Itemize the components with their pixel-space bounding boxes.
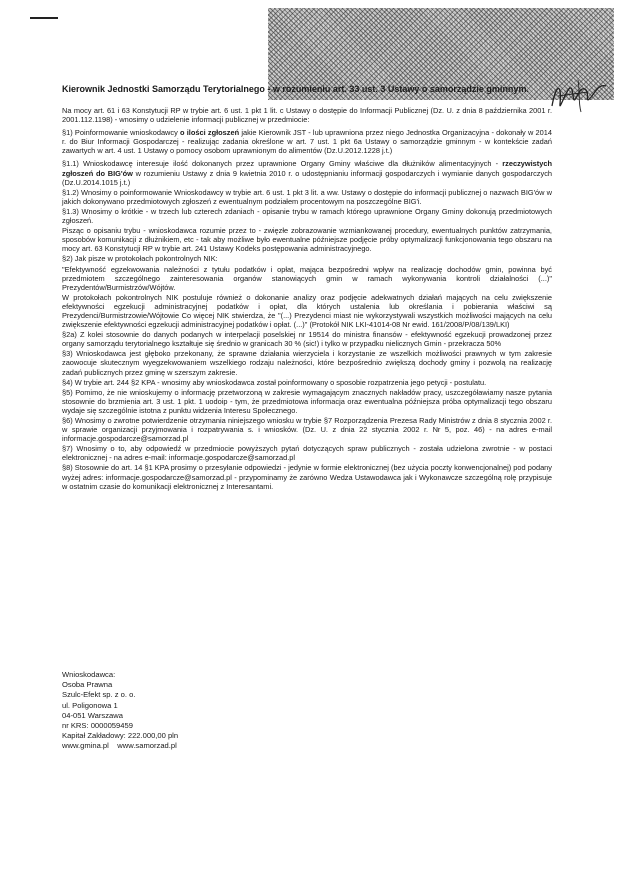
section-1-3: §1.3) Wnosimy o krótkie - w trzech lub czterech zdaniach - opisanie trybu w ramach którego uprawnione Organy Gminy dokonują przedmiotowych zgłoszeń.: [62, 206, 552, 226]
section-8: §8) Stosownie do art. 14 §1 KPA prosimy o przesyłanie odpowiedzi - jedynie w formie elektronicznej (bez użycia poczty konwencjonalnej) pod podany wyżej adres: informacje.gospodarcze@samorzad.pl - przypominamy że zarówno Wedza Ustawodawca jak i Wykonawcze szczególną rolę przypisuje w ostatnim czasie do komunikacji elektronicznej z Interesantami.: [62, 463, 552, 491]
section-2a: §2a) Z kolei stosownie do danych podanych w interpelacji poselskiej nr 19514 do ministra finansów - efektywność egzekucji prowadzonej przez organy samorządu terytorialnego kształtuje się średnio w granicach 30 % (sic!) i tylko w przypadku nielicznych Gmin - przekracza 50%: [62, 330, 552, 349]
nik-quote: "Efektywność egzekwowania należności z tytułu podatków i opłat, mająca bezpośredni wpływ na realizację dochodów gmin, powinna być przedmiotem szczególnego zainteresowania organów stanowiących gmin w ramach wykonywania kontroli działalności (...)" Prezydentów/Burmistrzów/Wójtów.: [62, 264, 552, 292]
emphasis-text: rzeczywistych zgłoszeń do BIG'ów: [62, 159, 552, 178]
applicant-city: 04-051 Warszawa: [62, 710, 123, 720]
section-6: §6) Wnosimy o zwrotne potwierdzenie otrzymania niniejszego wniosku w trybie §7 Rozporządzenia Prezesa Rady Ministrów z dnia 8 stycznia 2002 r. w sprawie organizacji przyjmowania i rozpatrywania s. i wniosków. (Dz. U. z dnia 22 stycznia 2002 r. Nr 5, poz. 46) - na adres e-mail informacje.gospodarcze@samorzad.pl: [62, 416, 552, 444]
applicant-block: [62, 670, 362, 752]
applicant-street: ul. Poligonowa 1: [62, 700, 118, 710]
section-4: §4) W trybie art. 244 §2 KPA - wnosimy aby wnioskodawca został poinformowany o sposobie rozpatrzenia jego petycji - postulatu.: [62, 377, 487, 387]
handwritten-signature: [548, 76, 610, 116]
section-1-2: §1.2) Wnosimy o poinformowanie Wnioskodawcy w trybie art. 6 ust. 1 pkt 3 lit. a ww. Ustawy o dostępie do informacji publicznej o nazwach BIG'ów w jakich dokonywano przedmiotowych zgłoszeń z ewentualnym podziałem procentowym na poszczególne BIG'i.: [62, 187, 552, 206]
applicant-type: Osoba Prawna: [62, 680, 113, 690]
document-heading: Kierownik Jednostki Samorządu Terytorialnego - w rozumieniu art. 33 ust. 3 Ustawy o samorządzie gminnym.: [62, 84, 529, 94]
section-2: §2) Jak pisze w protokołach pokontrolnych NIK:: [62, 254, 218, 264]
applicant-websites: www.gmina.pl www.samorzad.pl: [62, 741, 177, 751]
section-1-1: §1.1) Wnioskodawcę interesuje ilość dokonanych przez uprawnione Organy Gminy właściwe dla dłużników alimentacyjnych - rzeczywistych zgłoszeń do BIG'ów w rozumieniu Ustawy z dnia 9 kwietnia 2010 r. o udostępnianiu informacji gospodarczych i wymianie danych gospodarczych (Dz.U.2014.1015 j.t.): [62, 159, 552, 187]
emphasis-text: o ilości zgłoszeń: [180, 128, 240, 138]
section-5: §5) Pomimo, że nie wnioskujemy o informację przetworzoną w zakresie wymagającym znacznych nakładów pracy, uszczegóławiamy nasze pytania stosownie do brzmienia art. 3 ust. 1 pkt. 1 uodoip - tym, że przedmiotowa informacja oraz ewentualna późniejsza próba optymalizacji tego obszaru wydaje się szczególnie istotna z punktu widzenia Interesu Społecznego.: [62, 387, 552, 415]
section-3: §3) Wnioskodawca jest głęboko przekonany, że sprawne działania wierzyciela i korzystanie ze wszelkich możliwości prawnych w tym zakresie zaowocuje skutecznym wyegzekwowaniem wszelkiego rodzaju należności, które bezpośrednio zwiększą dochody gminy i pozwolą na realizację zadań publicznych przez gminę w szerszym zakresie.: [62, 349, 552, 377]
applicant-company: Szulc-Efekt sp. z o. o.: [62, 690, 136, 700]
section-7: §7) Wnosimy o to, aby odpowiedź w przedmiocie powyższych pytań dotyczących spraw publicznych - została udzielona zwrotnie - w postaci elektronicznej - na adres e-mail: informacje.gospodarcze@samorzad.pl: [62, 444, 552, 463]
request-body: [62, 106, 552, 492]
nik-protocol-note: W protokołach pokontrolnych NIK postuluje również o dokonanie analizy oraz podjęcie adekwatnych działań mających na celu zwiększenie efektywności egzekucji administracyjnej podatków i opłat, dla których ustalenia lub określania i pobierania właściwi są Prezydenci/Burmistrzowie/Wójtowie Co więcej NIK stwierdza, że "(...) Prezydenci miast nie wykorzystywali wszystkich możliwości mających na celu zwiększenie efektywności egzekucji administracyjnej podatków i opłat. (...)" (Protokół NIK LKI-41014-08 Nr ewid. 161/2008/P/08/139/LKI): [62, 292, 552, 330]
applicant-krs: nr KRS: 0000059459: [62, 721, 133, 731]
applicant-label: Wnioskodawca:: [62, 670, 116, 679]
procedure-note: Pisząc o opisaniu trybu - wnioskodawca rozumie przez to - zwięzłe zobrazowanie wzmiankowanej procedury, ewentualnych punktów zatrzymania, sposobów komunikacji z dłużnikiem, etc - tak aby możliwe było ewentualne późniejsze podjęcie próby optymalizacji funkcjonowania tego obszaru na mocy art. 63 Konstytucji RP w trybie art. 241 Ustawy Kodeks postępowania administracyjnego.: [62, 226, 552, 254]
applicant-capital: Kapitał Zakładowy: 222.000,00 pln: [62, 731, 179, 741]
section-1: §1) Poinformowanie wnioskodawcy o ilości zgłoszeń jakie Kierownik JST - lub uprawniona przez niego Jednostka Organizacyjna - dokonały w 2014 r. do Biur Informacji Gospodarczej - realizując zadania określone w art. 7 ust. 1 pkt 6a Ustawy o samorządzie gminnym - w kontekście zadań zawartych w art. 4 ust. 1 Ustawy o pomocy osobom uprawnionym do alimentów (Dz.U.2012.1228 j.t.): [62, 128, 552, 156]
corner-dash: [30, 17, 58, 19]
intro-paragraph: Na mocy art. 61 i 63 Konstytucji RP w trybie art. 6 ust. 1 pkt 1 lit. c Ustawy o dostępie do Informacji Publicznej (Dz. U. z dnia 8 października 2001 r. 2001.112.1198) - wnosimy o udzielenie informacji publicznej w przedmiocie:: [62, 106, 552, 125]
